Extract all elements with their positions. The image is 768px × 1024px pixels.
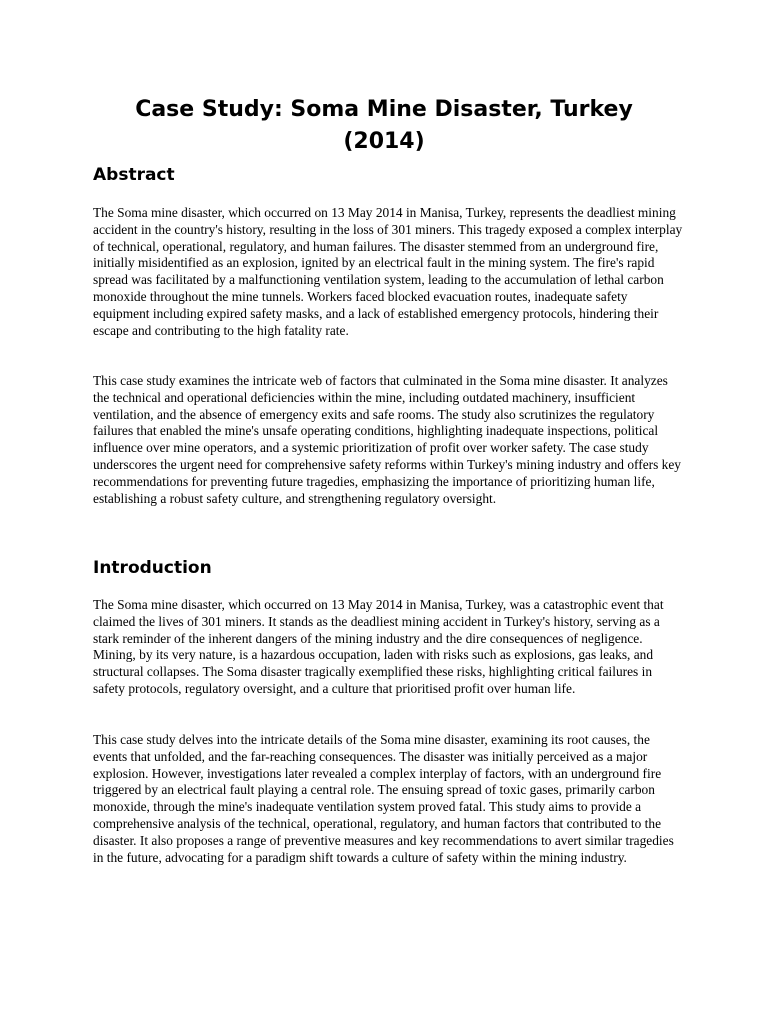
introduction-paragraph-1: The Soma mine disaster, which occurred on 13 May 2014 in Manisa, Turkey, was a catastrophic event that claimed the lives of 301 miners. It stands as the deadliest mining accident in Turkey's history, serving as a stark reminder of the inherent dangers of the mining industry and the dire consequences of negligence. Mining, by its very nature, is a hazardous occupation, laden with risks such as explosions, gas leaks, and structural collapses. The Soma disaster tragically exemplified these risks, highlighting critical failures in safety protocols, regulatory oversight, and a culture that prioritised profit over human life. bbox=[93, 597, 664, 696]
abstract-paragraph-1: The Soma mine disaster, which occurred on 13 May 2014 in Manisa, Turkey, represents the deadliest mining accident in the country's history, resulting in the loss of 301 miners. This tragedy exposed a complex interplay of technical, operational, regulatory, and human failures. The disaster stemmed from an underground fire, initially misidentified as an explosion, ignited by an electrical fault in the mining system. The fire's rapid spread was facilitated by a malfunctioning ventilation system, leading to the accumulation of lethal carbon monoxide throughout the mine tunnels. Workers faced blocked evacuation routes, inadequate safety equipment including expired safety masks, and a lack of established emergency protocols, hindering their escape and contributing to the high fatality rate. bbox=[93, 205, 683, 338]
abstract-paragraph-2: This case study examines the intricate web of factors that culminated in the Soma mine disaster. It analyzes the technical and operational deficiencies within the mine, including outdated machinery, insufficient ventilation, and the absence of emergency exits and safe rooms. The study also scrutinizes the regulatory failures that enabled the mine's unsafe operating conditions, highlighting inadequate inspections, political influence over mine operators, and a systemic prioritization of profit over worker safety. The case study underscores the urgent need for comprehensive safety reforms within Turkey's mining industry and offers key recommendations for preventing future tragedies, emphasizing the importance of prioritizing human life, establishing a robust safety culture, and strengthening regulatory oversight. bbox=[93, 373, 681, 506]
section-heading-introduction: Introduction bbox=[93, 558, 212, 578]
introduction-paragraph-2: This case study delves into the intricate details of the Soma mine disaster, examining its root causes, the events that unfolded, and the far-reaching consequences. The disaster was initially perceived as a major explosion. However, investigations later revealed a complex interplay of factors, with an underground fire triggered by an electrical fault playing a central role. The ensuing spread of toxic gases, primarily carbon monoxide, through the mine's inadequate ventilation system proved fatal. This study aims to provide a comprehensive analysis of the technical, operational, regulatory, and human factors that contributed to the disaster. It also proposes a range of preventive measures and key recommendations to avert similar tragedies in the future, advocating for a paradigm shift towards a culture of safety within the mining industry. bbox=[93, 732, 674, 865]
document-title: Case Study: Soma Mine Disaster, Turkey (2014) bbox=[135, 97, 633, 154]
section-heading-abstract: Abstract bbox=[93, 165, 175, 185]
